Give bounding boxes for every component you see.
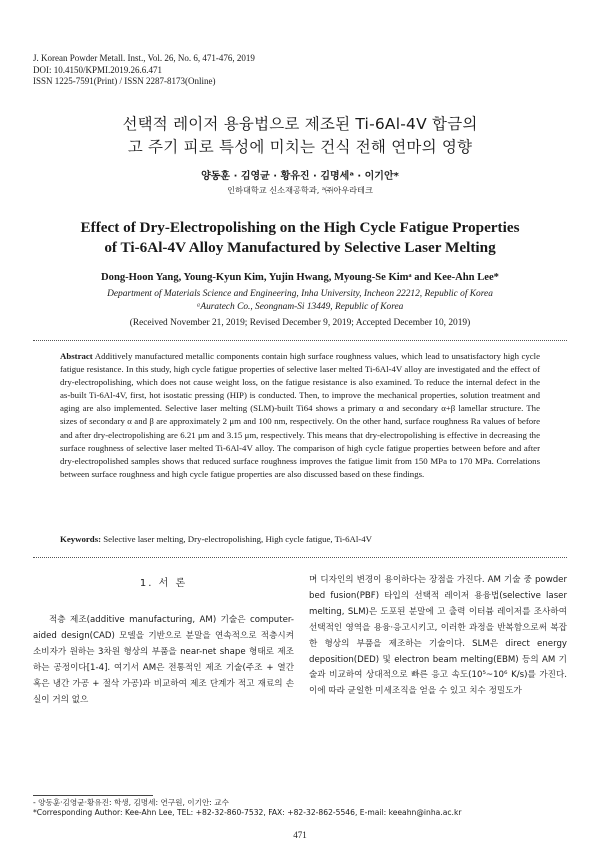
left-column [33, 613, 294, 708]
divider-top [33, 340, 567, 341]
english-affiliation [0, 288, 600, 313]
keywords [60, 534, 540, 544]
korean-authors: 양동훈 · 김영균 · 황유진 · 김명세ᵃ · 이기안* [201, 171, 399, 182]
keywords-text: Selective laser melting, Dry-electropolishing, High cycle fatigue, Ti-6Al-4V [103, 534, 372, 544]
journal-header [33, 53, 255, 88]
intro-paragraph-right: 며 디자인의 변경이 용이하다는 장점을 가진다. AM 기술 중 powder bed fusion(PBF) 타입의 선택적 레이저 용융법(selective laser melting, SLM)은 도포된 분말에 고 출력 이터븀 레이저를 조사하여 선택적인 영역을 용융·응고시키고, 이러한 과정을 반복함으로써 복잡한 형상의 부품을 제조하는 기술이다. SLM은 direct energy deposition(DED) 및 electron beam melting(EBM) 등의 AM 기술과 비교하여 상대적으로 빠른 응고 속도(10⁵~10⁶ K/s)를 가진다. 이에 따라 균일한 미세조직을 얻을 수 있고 치수 정밀도가 [309, 575, 567, 697]
intro-paragraph-left: 적층 제조(additive manufacturing, AM) 기술은 computer-aided design(CAD) 모델을 기반으로 분말을 연속적으로 적층시켜 소비자가 원하는 3차원 형상의 부품을 near-net shape 형태로 제조하는 공정이다[1-4]. 여기서 AM은 전통적인 제조 기술(주조 + 열간 혹은 냉간 가공 + 절삭 가공)과 비교하여 제조 단계가 적고 재료의 손실이 거의 없으 [33, 615, 294, 705]
issn-line: ISSN 1225-7591(Print) / ISSN 2287-8173(Online) [33, 76, 216, 86]
footnote-rule [33, 795, 153, 796]
english-affiliation-line-2: ᵃAuratech Co., Seongnam-Si 13449, Republic of Korea [196, 301, 404, 312]
english-title-line-1: Effect of Dry-Electropolishing on the High Cycle Fatigue Properties [80, 219, 520, 236]
english-title-line-2: of Ti-6Al-4V Alloy Manufactured by Selective Laser Melting [104, 239, 496, 256]
right-column [309, 573, 567, 700]
korean-title-line-1: 선택적 레이저 용융법으로 제조된 Ti-6Al-4V 합금의 [122, 115, 478, 133]
korean-title-line-2: 고 주기 피로 특성에 미치는 건식 전해 연마의 영향 [127, 138, 473, 156]
divider-bottom [33, 557, 567, 558]
section-heading: 1. 서 론 [139, 578, 188, 589]
received-dates: (Received November 21, 2019; Revised December 9, 2019; Accepted December 10, 2019) [129, 318, 471, 328]
footnotes [33, 798, 461, 818]
english-title [0, 218, 600, 258]
footnote-roles: - 양동훈·김영균·황유진: 학생, 김명세: 연구원, 이기안: 교수 [33, 798, 229, 807]
page-number: 471 [293, 830, 307, 840]
abstract [60, 350, 540, 481]
keywords-label: Keywords: [60, 534, 102, 544]
footnote-corresponding: *Corresponding Author: Kee-Ahn Lee, TEL: +82-32-860-7532, FAX: +82-32-862-5546, E-mail: keeahn@inha.ac.kr [33, 808, 462, 817]
abstract-label: Abstract [60, 351, 93, 361]
doi-line: DOI: 10.4150/KPMI.2019.26.6.471 [33, 64, 163, 75]
english-authors: Dong-Hoon Yang, Young-Kyun Kim, Yujin Hwang, Myoung-Se Kimᵃ and Kee-Ahn Lee* [101, 272, 499, 283]
abstract-text: Additively manufactured metallic components contain high surface roughness values, which lead to unsatisfactory high cycle fatigue resistance. In this study, high cycle fatigue properties of selective laser melted Ti-6Al-4V alloy are investigated and the effect of dry-electropolishing, which does not cause weight loss, on the fatigue resistance is also examined. To reduce the internal defect in the as-built Ti-6Al-4V, first, hot isostatic pressing (HIP) is conducted. Then, to improve the mechanical properties, solution treatment and aging are also implemented. Selective laser melting (SLM)-built Ti64 shows a primary α and secondary α+β lamellar structure. The sizes of secondary α and β are approximately 2 μm and 100 nm, respectively. On the other hand, surface roughness Ra values of before and after dry-electropolishing are 6.21 μm and 3.15 μm, respectively. This means that dry-electropolishing is effective in decreasing the surface roughness of selective laser melted Ti-6Al-4V alloy. The comparison of high cycle fatigue properties between before and after dry-electropolished samples shows that reduced surface roughness improves the fatigue limit from 150 MPa to 170 MPa. Correlations between surface roughness and high cycle fatigue properties are also discussed based on these findings. [60, 351, 541, 479]
journal-citation: J. Korean Powder Metall. Inst., Vol. 26, No. 6, 471-476, 2019 [33, 53, 255, 63]
english-affiliation-line-1: Department of Materials Science and Engineering, Inha University, Incheon 22212, Republic of Korea [107, 289, 493, 299]
korean-affiliation: 인하대학교 신소재공학과, ᵃ㈜아우라테크 [227, 185, 373, 195]
korean-title [0, 113, 600, 159]
